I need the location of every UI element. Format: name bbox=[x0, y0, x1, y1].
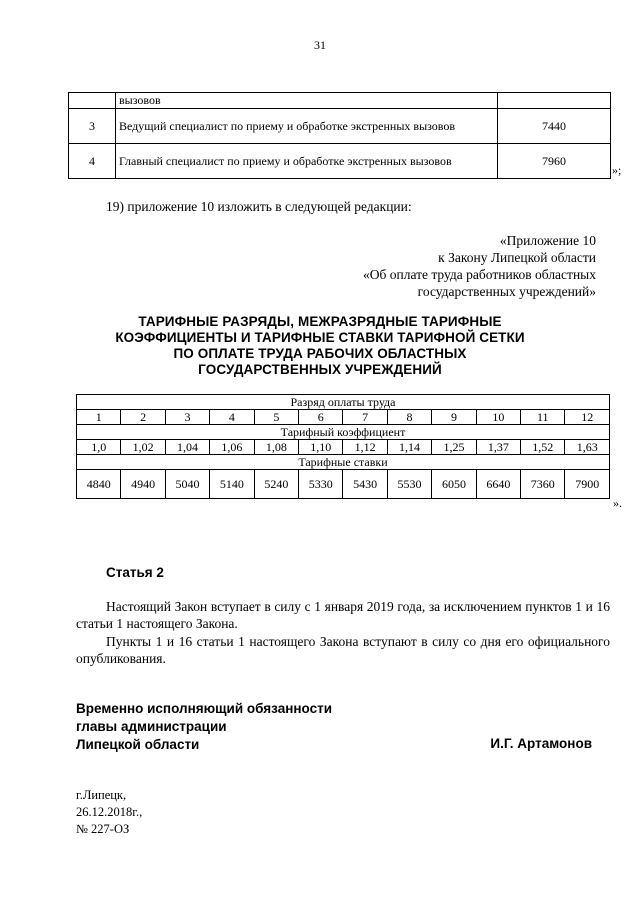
table-row bbox=[69, 109, 611, 144]
coefficient-cell: 1,25 bbox=[432, 440, 476, 455]
appendix-line: к Закону Липецкой области bbox=[438, 250, 596, 265]
rate-cell: 5240 bbox=[254, 470, 298, 499]
grade-cell: 9 bbox=[432, 410, 476, 425]
rates-header: Тарифные ставки bbox=[77, 455, 610, 470]
grades-row bbox=[77, 410, 610, 425]
signature-line: Временно исполняющий обязанности bbox=[76, 701, 332, 716]
salary-value: 7440 bbox=[498, 109, 611, 144]
grade-cell: 6 bbox=[299, 410, 343, 425]
coef-header-row bbox=[77, 425, 610, 440]
coefficients-row bbox=[77, 440, 610, 455]
grade-cell: 4 bbox=[210, 410, 254, 425]
tariff-table bbox=[76, 394, 610, 499]
coefficient-cell: 1,12 bbox=[343, 440, 387, 455]
grade-cell: 2 bbox=[121, 410, 165, 425]
coefficient-cell: 1,06 bbox=[210, 440, 254, 455]
grade-header: Разряд оплаты труда bbox=[77, 395, 610, 410]
grade-cell: 11 bbox=[521, 410, 565, 425]
row-number: 3 bbox=[69, 109, 116, 144]
closing-quote: ». bbox=[613, 496, 622, 510]
position-name: Ведущий специалист по приему и обработке экстренных вызовов bbox=[116, 109, 498, 144]
title-line: ТАРИФНЫЕ РАЗРЯДЫ, МЕЖРАЗРЯДНЫЕ ТАРИФНЫЕ bbox=[138, 314, 502, 329]
rate-cell: 6050 bbox=[432, 470, 476, 499]
positions-table bbox=[68, 92, 611, 179]
position-name: Главный специалист по приему и обработке экстренных вызовов bbox=[116, 144, 498, 179]
coefficient-cell: 1,63 bbox=[565, 440, 610, 455]
grade-header-row bbox=[77, 395, 610, 410]
table-row bbox=[69, 144, 611, 179]
coefficient-cell: 1,14 bbox=[387, 440, 431, 455]
date: 26.12.2018г., bbox=[76, 805, 143, 819]
coef-header: Тарифный коэффициент bbox=[77, 425, 610, 440]
row-number: 4 bbox=[69, 144, 116, 179]
table-title bbox=[0, 314, 640, 378]
title-line: ПО ОПЛАТЕ ТРУДА РАБОЧИХ ОБЛАСТНЫХ bbox=[173, 346, 467, 361]
coefficient-cell: 1,0 bbox=[77, 440, 121, 455]
coefficient-cell: 1,02 bbox=[121, 440, 165, 455]
city: г.Липецк, bbox=[76, 788, 127, 802]
rate-cell: 6640 bbox=[476, 470, 520, 499]
salary-value: 7960 bbox=[498, 144, 611, 179]
position-name: вызовов bbox=[116, 93, 498, 109]
signature-line: главы администрации bbox=[76, 719, 227, 734]
article-paragraph: Пункты 1 и 16 статьи 1 настоящего Закона вступают в силу со дня его официального опубликования. bbox=[76, 634, 610, 666]
signer-name: И.Г. Артамонов bbox=[490, 736, 592, 751]
rate-cell: 7900 bbox=[565, 470, 610, 499]
article-paragraph: Настоящий Закон вступает в силу с 1 января 2019 года, за исключением пунктов 1 и 16 статьи 1 настоящего Закона. bbox=[76, 599, 610, 631]
law-number: № 227-ОЗ bbox=[76, 822, 130, 836]
coefficient-cell: 1,04 bbox=[165, 440, 209, 455]
grade-cell: 5 bbox=[254, 410, 298, 425]
rate-cell: 5530 bbox=[387, 470, 431, 499]
grade-cell: 8 bbox=[387, 410, 431, 425]
row-number bbox=[69, 93, 116, 109]
document-meta bbox=[76, 787, 142, 838]
title-line: КОЭФФИЦИЕНТЫ И ТАРИФНЫЕ СТАВКИ ТАРИФНОЙ СЕТКИ bbox=[115, 330, 525, 345]
rate-cell: 5330 bbox=[299, 470, 343, 499]
article-title: Статья 2 bbox=[106, 565, 164, 580]
signature-block bbox=[76, 700, 332, 754]
rate-cell: 7360 bbox=[521, 470, 565, 499]
rates-header-row bbox=[77, 455, 610, 470]
rate-cell: 4840 bbox=[77, 470, 121, 499]
rate-cell: 5140 bbox=[210, 470, 254, 499]
appendix-header bbox=[363, 232, 596, 300]
appendix-line: «Об оплате труда работников областных bbox=[363, 267, 596, 282]
rate-cell: 5430 bbox=[343, 470, 387, 499]
coefficient-cell: 1,08 bbox=[254, 440, 298, 455]
coefficient-cell: 1,52 bbox=[521, 440, 565, 455]
appendix-line: «Приложение 10 bbox=[499, 233, 596, 248]
table-row bbox=[69, 93, 611, 109]
rates-row bbox=[77, 470, 610, 499]
closing-quote: »; bbox=[612, 163, 622, 177]
signature-line: Липецкой области bbox=[76, 737, 200, 752]
appendix-line: государственных учреждений» bbox=[417, 284, 596, 299]
rate-cell: 4940 bbox=[121, 470, 165, 499]
salary-value bbox=[498, 93, 611, 109]
grade-cell: 3 bbox=[165, 410, 209, 425]
page-number: 31 bbox=[314, 38, 326, 52]
grade-cell: 1 bbox=[77, 410, 121, 425]
grade-cell: 7 bbox=[343, 410, 387, 425]
grade-cell: 12 bbox=[565, 410, 610, 425]
grade-cell: 10 bbox=[476, 410, 520, 425]
rate-cell: 5040 bbox=[165, 470, 209, 499]
coefficient-cell: 1,10 bbox=[299, 440, 343, 455]
title-line: ГОСУДАРСТВЕННЫХ УЧРЕЖДЕНИЙ bbox=[198, 362, 442, 377]
amendment-instruction: 19) приложение 10 изложить в следующей редакции: bbox=[106, 199, 412, 214]
coefficient-cell: 1,37 bbox=[476, 440, 520, 455]
